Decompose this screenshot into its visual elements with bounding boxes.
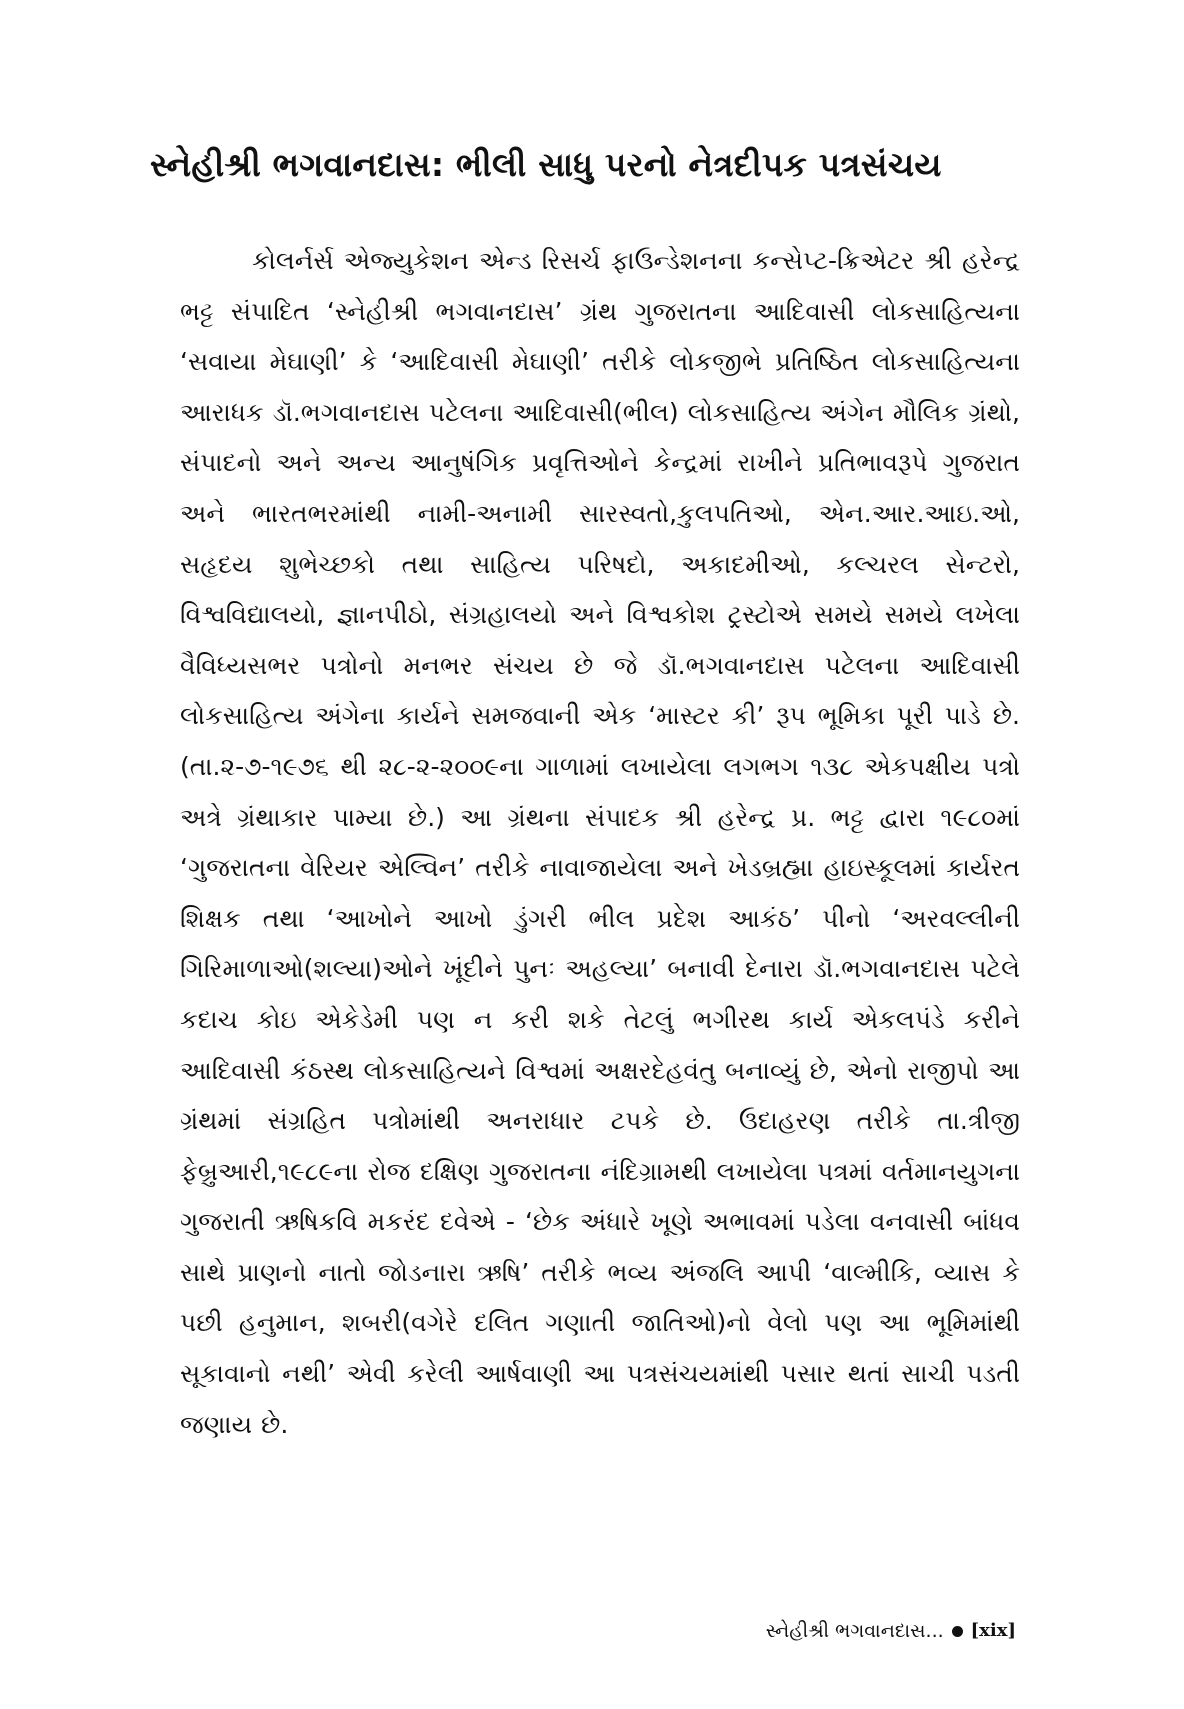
page-number: [xix] <box>970 1620 1016 1641</box>
body-paragraph: કોલર્નર્સ એજ્યુકેશન એન્ડ રિસર્ચ ફાઉન્ડેશનના કન્સેપ્ટ-ક્રિએટર શ્રી હરેન્દ્ર ભટ્ટ સંપાદિત ‘સ્નેહીશ્રી ભગવાનદાસ’ ગ્રંથ ગુજરાતના આદિવાસી લોકસાહિત્યના ‘સવાયા મેઘાણી’ કે ‘આદિવાસી મેઘાણી’ તરીકે લોકજીભે પ્રતિષ્ઠિત લોકસાહિત્યના આરાધક ડૉ.ભગવાનદાસ પટેલના આદિવાસી(ભીલ) લોકસાહિત્ય અંગેન મૌલિક ગ્રંથો, સંપાદનો અને અન્ય આનુષંગિક પ્રવૃત્તિઓને કેન્દ્રમાં રાખીને પ્રતિભાવરૂપે ગુજરાત અને ભારતભરમાંથી નામી-અનામી સારસ્વતો,કુલપતિઓ, એન.આર.આઇ.ઓ, સહૃદય શુભેચ્છકો તથા સાહિત્ય પરિષદો, અકાદમીઓ, કલ્ચરલ સેન્ટરો, વિશ્વવિદ્યાલયો, જ્ઞાનપીઠો, સંગ્રહાલયો અને વિશ્વકોશ ટ્રસ્ટોએ સમયે સમયે લખેલા વૈવિધ્યસભર પત્રોનો મનભર સંચય છે જે ડૉ.ભગવાનદાસ પટેલના આદિવાસી લોકસાહિત્ય અંગેના કાર્યને સમજવાની એક ‘માસ્ટર કી’ રૂપ ભૂમિકા પૂરી પાડે છે. (તા.૨-૭-૧૯૭૬ થી ૨૮-૨-૨૦૦૯ના ગાળામાં લખાયેલા લગભગ ૧૩૮ એકપક્ષીય પત્રો અત્રે ગ્રંથાકાર પામ્યા છે.) આ ગ્રંથના સંપાદક શ્રી હરેન્દ્ર પ્ર. ભટ્ટ દ્વારા ૧૯૮૦માં ‘ગુજરાતના વેરિયર એલ્વિન’ તરીકે નાવાજાયેલા અને ખેડબ્રહ્મા હાઇસ્કૂલમાં કાર્યરત શિક્ષક તથા ‘આખોને આખો ડુંગરી ભીલ પ્રદેશ આકંઠ’ પીનો ‘અરવલ્લીની ગિરિમાળાઓ(શલ્યા)ઓને ખૂંદીને પુનઃ અહલ્યા’ બનાવી દેનારા ડૉ.ભગવાનદાસ પટેલે કદાચ કોઇ એકેડેમી પણ ન કરી શકે તેટલું ભગીરથ કાર્ય એકલપંડે કરીને આદિવાસી કંઠસ્થ લોકસાહિત્યને વિશ્વમાં અક્ષરદેહવંતુ બનાવ્યું છે, એનો રાજીપો આ ગ્રંથમાં સંગ્રહિત પત્રોમાંથી અનરાધાર ટપકે છે. ઉદાહરણ તરીકે તા.ત્રીજી ફેબ્રુઆરી,૧૯૮૯ના રોજ દક્ષિણ ગુજરાતના નંદિગ્રામથી લખાયેલા પત્રમાં વર્તમાનયુગના ગુજરાતી ઋષિકવિ મકરંદ દવેએ - ‘છેક અંધારે ખૂણે અભાવમાં પડેલા વનવાસી બાંધવ સાથે પ્રાણનો નાતો જોડનારા ઋષિ’ તરીકે ભવ્ય અંજલિ આપી ‘વાલ્મીકિ, વ્યાસ કે પછી હનુમાન, શબરી(વગેરે દલિત ગણાતી જાતિઓ)નો વેલો પણ આ ભૂમિમાંથી સૂકાવાનો નથી’ એવી કરેલી આર્ષવાણી આ પત્રસંચયમાંથી પસાર થતાં સાચી પડતી જણાય છે. <box>180 246 1020 1439</box>
running-title: સ્નેહીશ્રી ભગવાનદાસ... <box>765 1620 944 1642</box>
page-footer <box>766 1618 1016 1644</box>
bullet-icon <box>952 1626 963 1637</box>
article-title: સ્નેહીશ્રી ભગવાનદાસ: ભીલી સાધુ પરનો નેત્રદીપક પત્રસંચય <box>150 145 942 184</box>
